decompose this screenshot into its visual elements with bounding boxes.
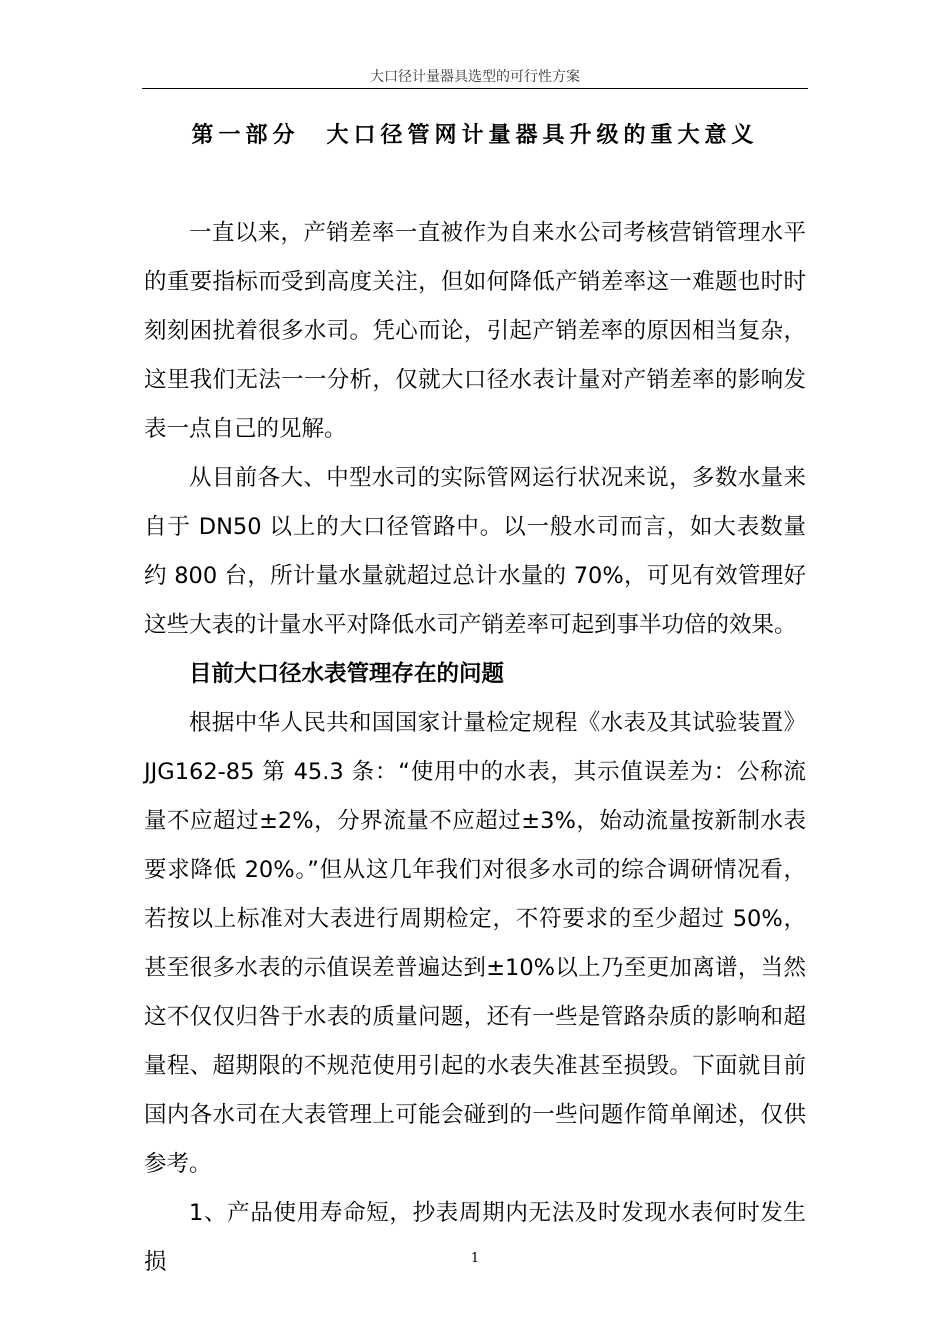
paragraph: 从目前各大、中型水司的实际管网运行状况来说，多数水量来自于 DN50 以上的大口径管路中。以一般水司而言，如大表数量约 800 台，所计量水量就超过总计水量的 70%，可见有效管理好这些大表的计量水平对降低水司产销差率可起到事半功倍的效果。	[144, 465, 806, 638]
paragraph: 1、产品使用寿命短，抄表周期内无法及时发现水表何时发生损	[144, 1200, 806, 1275]
page-number: 1	[470, 1251, 480, 1266]
section-title: 第一部分 大口径管网计量器具升级的重大意义	[191, 122, 759, 148]
subheading: 目前大口径水表管理存在的问题	[189, 661, 505, 687]
page-header-title: 大口径计量器具选型的可行性方案	[370, 69, 580, 85]
body-content	[144, 209, 806, 1287]
header-rule	[142, 88, 808, 89]
paragraph: 根据中华人民共和国国家计量检定规程《水表及其试验装置》JJG162-85 第 45.3 条：“使用中的水表，其示值误差为：公称流量不应超过±2%，分界流量不应超过±3%，始动流量按新制水表要求降低 20%。”但从这几年我们对很多水司的综合调研情况看，若按以上标准对大表进行周期检定，不符要求的至少超过 50%，甚至很多水表的示值误差普遍达到±10%以上乃至更加离谱，当然这不仅仅归咎于水表的质量问题，还有一些是管路杂质的影响和超量程、超期限的不规范使用引起的水表失准甚至损毁。下面就目前国内各水司在大表管理上可能会碰到的一些问题作简单阐述，仅供参考。	[144, 710, 806, 1177]
paragraph: 一直以来，产销差率一直被作为自来水公司考核营销管理水平的重要指标而受到高度关注，但如何降低产销差率这一难题也时时刻刻困扰着很多水司。凭心而论，引起产销差率的原因相当复杂，这里我们无法一一分析，仅就大口径水表计量对产销差率的影响发表一点自己的见解。	[144, 220, 806, 442]
